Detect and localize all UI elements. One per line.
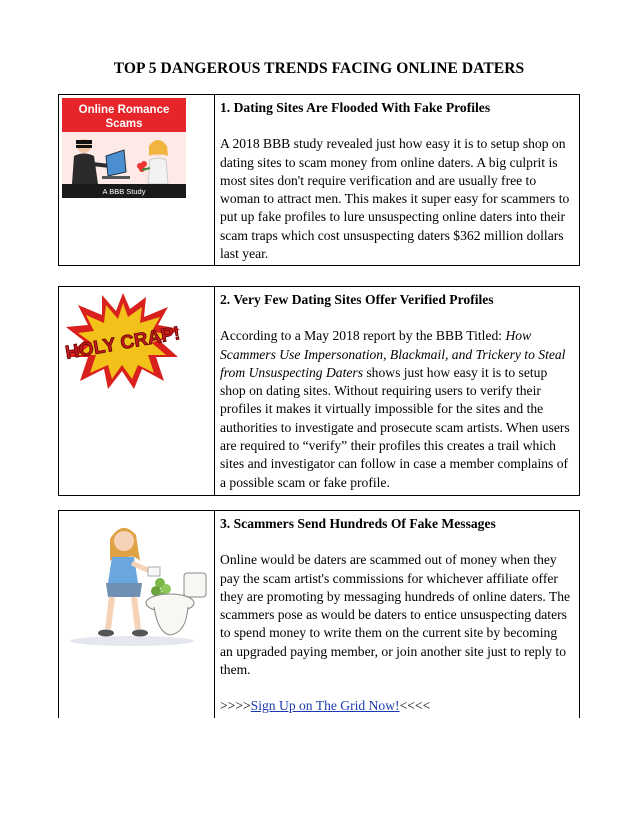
signup-prefix: >>>> xyxy=(220,698,251,714)
banner-title-line2: Scams xyxy=(105,118,143,130)
section-1-body: A 2018 BBB study revealed just how easy it is to setup shop on dating sites to scam money from online daters. A big culprit is most sites don't require verification and are usually free to woman to attract men. This makes it super easy for scammers to put up fake profiles to lure unsuspecting online daters into their scam traps which cost unsuspecting daters $362 million dollars last year. xyxy=(220,136,570,262)
section-1-text-cell xyxy=(215,95,580,266)
signup-suffix: <<<< xyxy=(399,698,431,714)
woman-flushing-money-image xyxy=(59,511,214,705)
page-title: TOP 5 DANGEROUS TRENDS FACING ONLINE DATERS xyxy=(113,60,525,77)
banner-title-line1: Online Romance xyxy=(78,104,170,116)
section-2-image-cell xyxy=(59,287,215,496)
section-2-body xyxy=(220,327,573,495)
section-2-table xyxy=(58,286,580,496)
holy-crap-comic-image xyxy=(59,287,214,411)
section-1-heading: 1. Dating Sites Are Flooded With Fake Profiles xyxy=(220,100,491,115)
signup-line xyxy=(220,697,573,717)
section-1-table xyxy=(58,94,580,266)
section-3-body: Online would be daters are scammed out of money when they pay the scam artist's commissions for whichever affiliate offer they are promoting by messaging hundreds of online daters. The scammers pose as would be daters to entice unsuspecting daters to spend money to write them on the current site by becoming an upgraded paying member, or join another site just to reply to them. xyxy=(220,552,571,678)
section-3-heading: 3. Scammers Send Hundreds Of Fake Messages xyxy=(220,516,496,531)
holy-crap-text: HOLY CRAP! xyxy=(64,323,182,364)
section-3-text-cell xyxy=(215,511,580,718)
section-2-text-cell xyxy=(215,287,580,496)
section-1-image-cell xyxy=(59,95,215,266)
section-2-body-intro: According to a May 2018 report by the BBB Titled: xyxy=(220,328,506,344)
section-2-report-title: How Scammers Use Impersonation, Blackmail, and Trickery to Steal from Unsuspecting Daters xyxy=(220,328,566,380)
image-caption: A BBB Study xyxy=(102,187,146,196)
online-romance-scams-image xyxy=(59,95,214,253)
section-2-heading: 2. Very Few Dating Sites Offer Verified Profiles xyxy=(220,292,494,307)
section-2-body-rest: shows just how easy it is to setup shop on dating sites. Without requiring users to verify their profiles it makes it virtually impossible for the sites and the authorities to investigate and prosecute scam artists. When users are required to “verify” their profiles this creates a trail which sites and investigator can follow in case a member complains of a possible scam or fake profile. xyxy=(220,364,570,490)
section-3-table xyxy=(58,510,580,718)
signup-link[interactable]: Sign Up on The Grid Now! xyxy=(250,698,400,714)
section-3-image-cell xyxy=(59,511,215,718)
